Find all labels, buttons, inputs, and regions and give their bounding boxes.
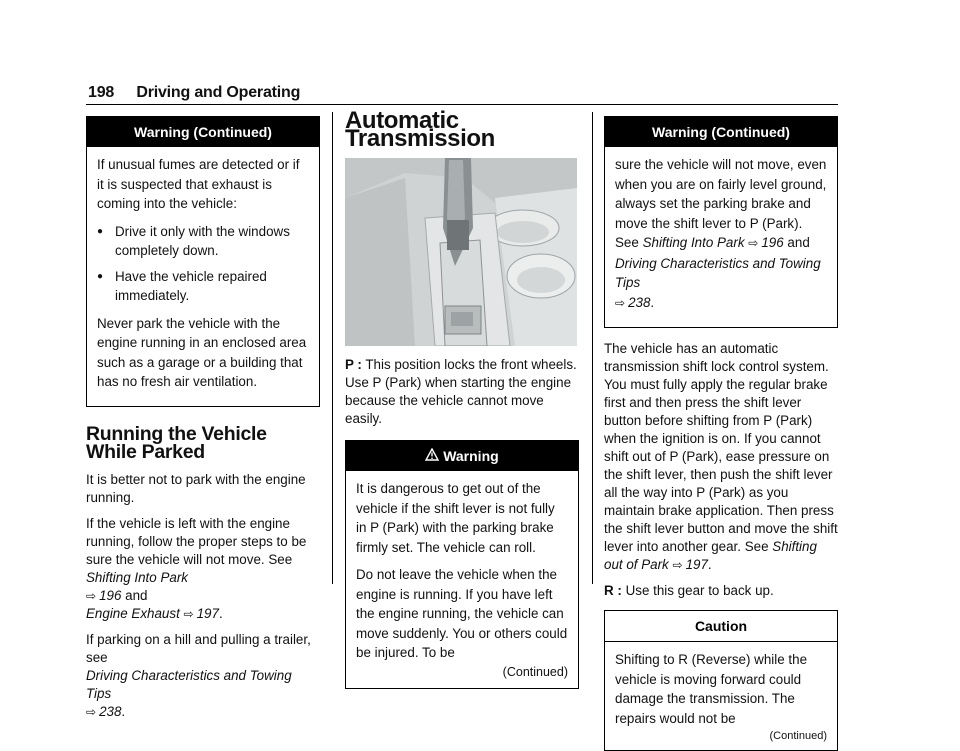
paragraph: R : Use this gear to back up. <box>604 583 774 598</box>
warning-title: Warning (Continued) <box>605 117 837 147</box>
cross-reference-link[interactable]: Engine Exhaust <box>86 605 180 621</box>
paragraph: P : This position locks the front wheels. Use P (Park) when starting the engine because the vehicle cannot move easily. <box>345 357 577 426</box>
arrow-ref-icon: ⇨ <box>748 236 759 250</box>
bullet-text: Drive it only with the windows completely down. <box>115 223 290 258</box>
warning-paragraph: It is dangerous to get out of the vehicle if the shift lever is not fully in P (Park) with the parking brake firmly set. The vehicle can roll. <box>356 481 555 555</box>
cross-reference-link[interactable]: Shifting Into Park <box>86 569 188 585</box>
arrow-ref-icon: ⇨ <box>86 704 97 719</box>
caution-box <box>604 610 838 751</box>
arrow-ref-icon: ⇨ <box>183 606 194 621</box>
arrow-ref-icon: ⇨ <box>615 295 626 310</box>
continued-label: (Continued) <box>769 730 827 742</box>
warning-paragraph: Do not leave the vehicle when the engine is running. If you have left the engine running, the vehicle can move suddenly. You or others could be injured. To be <box>356 567 568 660</box>
cross-reference-link[interactable]: Shifting Into Park <box>642 235 745 250</box>
warning-title: Warning <box>346 441 578 471</box>
page-reference[interactable]: 238 <box>99 703 122 719</box>
bullet-dot-icon: ● <box>97 270 104 282</box>
section-heading: Automatic Transmission <box>345 107 495 152</box>
caution-title: Caution <box>605 611 837 642</box>
page-reference[interactable]: 238 <box>628 294 651 310</box>
cross-reference-link[interactable]: Driving Characteristics and Towing Tips <box>86 667 292 701</box>
column-right <box>604 116 838 751</box>
shift-lever-illustration <box>345 158 577 346</box>
section-title: Driving and Operating <box>136 84 301 101</box>
continued-label: (Continued) <box>502 664 568 679</box>
warning-box-continued <box>86 116 320 407</box>
warning-outro: Never park the vehicle with the engine running in an enclosed area such as a garage or a building that has no fresh air ventilation. <box>97 315 307 389</box>
cross-reference-link[interactable]: Shifting out of Park <box>604 539 817 572</box>
paragraph: If the vehicle is left with the engine running, follow the proper steps to be sure the vehicle will not move. See Shifting Into Park ⇨ 196 and Engine Exhaust ⇨ 197. <box>86 515 307 621</box>
gear-label: R : <box>604 583 622 598</box>
column-divider <box>592 112 593 584</box>
bullet-dot-icon: ● <box>97 225 104 237</box>
page-reference[interactable]: 197 <box>685 557 708 572</box>
warning-title: Warning (Continued) <box>87 117 319 147</box>
caution-paragraph: Shifting to R (Reverse) while the vehicle is moving forward could damage the transmission. The repairs would not be <box>615 652 808 726</box>
cross-reference-link[interactable]: Driving Characteristics and Towing Tips <box>615 255 821 290</box>
warning-intro: If unusual fumes are detected or if it is suspected that exhaust is coming into the vehicle: <box>97 157 300 211</box>
section-heading: Running the Vehicle While Parked <box>86 422 267 463</box>
paragraph: It is better not to park with the engine running. <box>86 471 306 505</box>
list-item <box>97 267 309 306</box>
warning-box-continued <box>604 116 838 328</box>
column-left <box>86 116 320 729</box>
warning-paragraph: sure the vehicle will not move, even when you are on fairly level ground, always set the parking brake and move the shift lever to P (Park). See Shifting Into Park ⇨ 196 and Driving Characteristics and Towing Tips ⇨ 238. <box>615 157 827 310</box>
gear-label: P : <box>345 357 362 372</box>
header-rule <box>86 104 838 105</box>
warning-box <box>345 440 579 689</box>
page-reference[interactable]: 196 <box>761 235 784 250</box>
warning-triangle-icon <box>425 448 443 464</box>
page-reference[interactable]: 197 <box>196 605 219 621</box>
page-reference[interactable]: 196 <box>99 587 122 603</box>
running-header <box>88 84 300 102</box>
column-middle <box>345 107 579 689</box>
column-divider <box>332 112 333 584</box>
arrow-ref-icon: ⇨ <box>86 588 97 603</box>
bullet-text: Have the vehicle repaired immediately. <box>115 268 267 303</box>
paragraph: If parking on a hill and pulling a trailer, see Driving Characteristics and Towing Tips ⇨ 238. <box>86 631 311 719</box>
list-item <box>97 222 309 261</box>
arrow-ref-icon: ⇨ <box>672 558 683 572</box>
page-number: 198 <box>88 84 115 101</box>
paragraph: The vehicle has an automatic transmission shift lock control system. You must fully apply the regular brake first and then press the shift lever button before shifting from P (Park) when the ignition is on. If you cannot shift out of P (Park), ease pressure on the shift lever, then push the shift lever all the way into P (Park) as you maintain brake application. Then press the shift lever button and move the shift lever into another gear. See Shifting out of Park ⇨ 197. <box>604 341 838 572</box>
